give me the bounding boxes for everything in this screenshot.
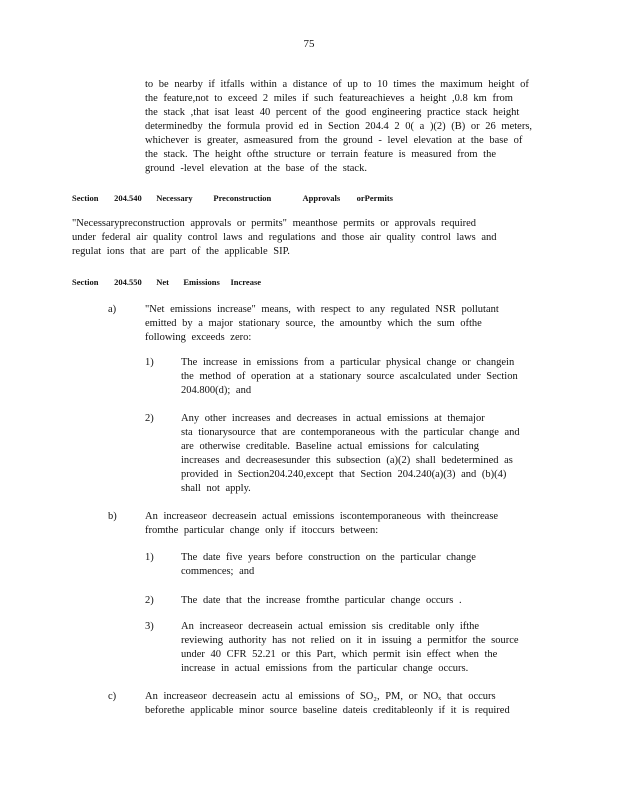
text-line: "Net emissions increase" means, with respect to any regulated NSR pollutant: [145, 304, 499, 315]
text-line: the feature,not to exceed 2 miles if such featureachieves a height ,0.8 km from: [145, 93, 513, 104]
text-line: beforethe applicable minor source baseline dateis creditableonly if it is required: [145, 705, 510, 716]
item-b1-body: [181, 551, 481, 579]
text-line: commences; and: [181, 566, 255, 577]
text-line: increase in actual emissions from the particular change occurs.: [181, 663, 469, 674]
page-number: 75: [303, 38, 315, 50]
intro-paragraph: [145, 78, 533, 176]
section-title-word: Emissions: [183, 277, 220, 287]
item-a1-body: [181, 356, 531, 398]
text-line: the method of operation at a stationary source ascalculated under Section: [181, 371, 518, 382]
section-550-heading: [72, 277, 261, 287]
text-line: The date that the increase fromthe particular change occurs .: [181, 595, 462, 606]
item-marker: b): [108, 511, 117, 522]
text-line: ground -level elevation at the base of the stack.: [145, 163, 367, 174]
text-line: the stack ,that isat least 40 percent of the good engineering practice stack height: [145, 107, 520, 118]
text-line: An increaseor decreasein actual emission sis creditable only ifthe: [181, 621, 480, 632]
item-marker: 1): [145, 552, 154, 563]
text-line: "Necessarypreconstruction approvals or permits" meanthose permits or approvals required: [72, 218, 477, 229]
text-line: 204.800(d); and: [181, 385, 252, 396]
text-line: following exceeds zero:: [145, 332, 252, 343]
section-label: Section: [72, 193, 99, 203]
text-line: An increaseor decreasein actu al emissions of SO₂, PM, or NOₓ that occurs: [145, 691, 496, 702]
item-marker: 2): [145, 595, 154, 606]
text-line: are otherwise creditable. Baseline actual emissions for calculating: [181, 441, 479, 452]
text-line: reviewing authority has not relied on it in issuing a permitfor the source: [181, 635, 519, 646]
item-marker: a): [108, 304, 117, 315]
text-line: An increaseor decreasein actual emissions iscontemporaneous with theincrease: [145, 511, 499, 522]
section-title-word: Preconstruction: [213, 193, 272, 203]
text-line: under federal air quality control laws and regulations and those air quality control laws and: [72, 232, 497, 243]
text-line: provided in Section204.240,except that Section 204.240(a)(3) and (b)(4): [181, 469, 507, 480]
text-line: fromthe particular change only if itoccurs between:: [145, 525, 379, 536]
text-line: shall not apply.: [181, 483, 251, 494]
item-a2-body: [181, 412, 533, 496]
item-b3-body: [181, 620, 523, 676]
section-title-word: Net: [156, 277, 169, 287]
text-line: emitted by a major stationary source, the amountby which the sum ofthe: [145, 318, 482, 329]
section-number: 204.540: [114, 193, 142, 203]
section-label: Section: [72, 277, 99, 287]
section-title-word: orPermits: [356, 193, 393, 203]
item-b-body: [145, 510, 517, 538]
text-line: regulat ions that are part of the applicable SIP.: [72, 246, 290, 257]
text-line: under 40 CFR 52.21 or this Part, which permit isin effect when the: [181, 649, 498, 660]
section-number: 204.550: [114, 277, 142, 287]
text-line: whichever is greater, asmeasured from the ground - level elevation at the base of: [145, 135, 523, 146]
item-marker: 1): [145, 357, 154, 368]
item-marker: 2): [145, 413, 154, 424]
item-a-body: [145, 303, 499, 345]
item-marker: c): [108, 691, 117, 702]
item-c-body: [145, 690, 510, 718]
text-line: determinedby the formula provid ed in Section 204.4 2 0( a )(2) (B) or 26 meters,: [145, 121, 533, 132]
section-title-word: Necessary: [156, 193, 193, 203]
text-line: the stack. The height ofthe structure or terrain feature is measured from the: [145, 149, 496, 160]
text-line: increases and decreasesunder this subsection (a)(2) shall bedetermined as: [181, 455, 513, 466]
text-line: Any other increases and decreases in actual emissions at themajor: [181, 413, 485, 424]
section-title-word: Approvals: [302, 193, 341, 203]
section-540-body: [72, 217, 506, 259]
text-line: sta tionarysource that are contemporaneous with the particular change and: [181, 427, 520, 438]
section-title-word: Increase: [230, 277, 262, 287]
text-line: The date five years before construction on the particular change: [181, 552, 476, 563]
item-marker: 3): [145, 621, 154, 632]
text-line: The increase in emissions from a particular physical change or changein: [181, 357, 515, 368]
item-b2-body: [181, 594, 481, 608]
text-line: to be nearby if itfalls within a distance of up to 10 times the maximum height of: [145, 79, 529, 90]
section-540-heading: [72, 193, 393, 203]
